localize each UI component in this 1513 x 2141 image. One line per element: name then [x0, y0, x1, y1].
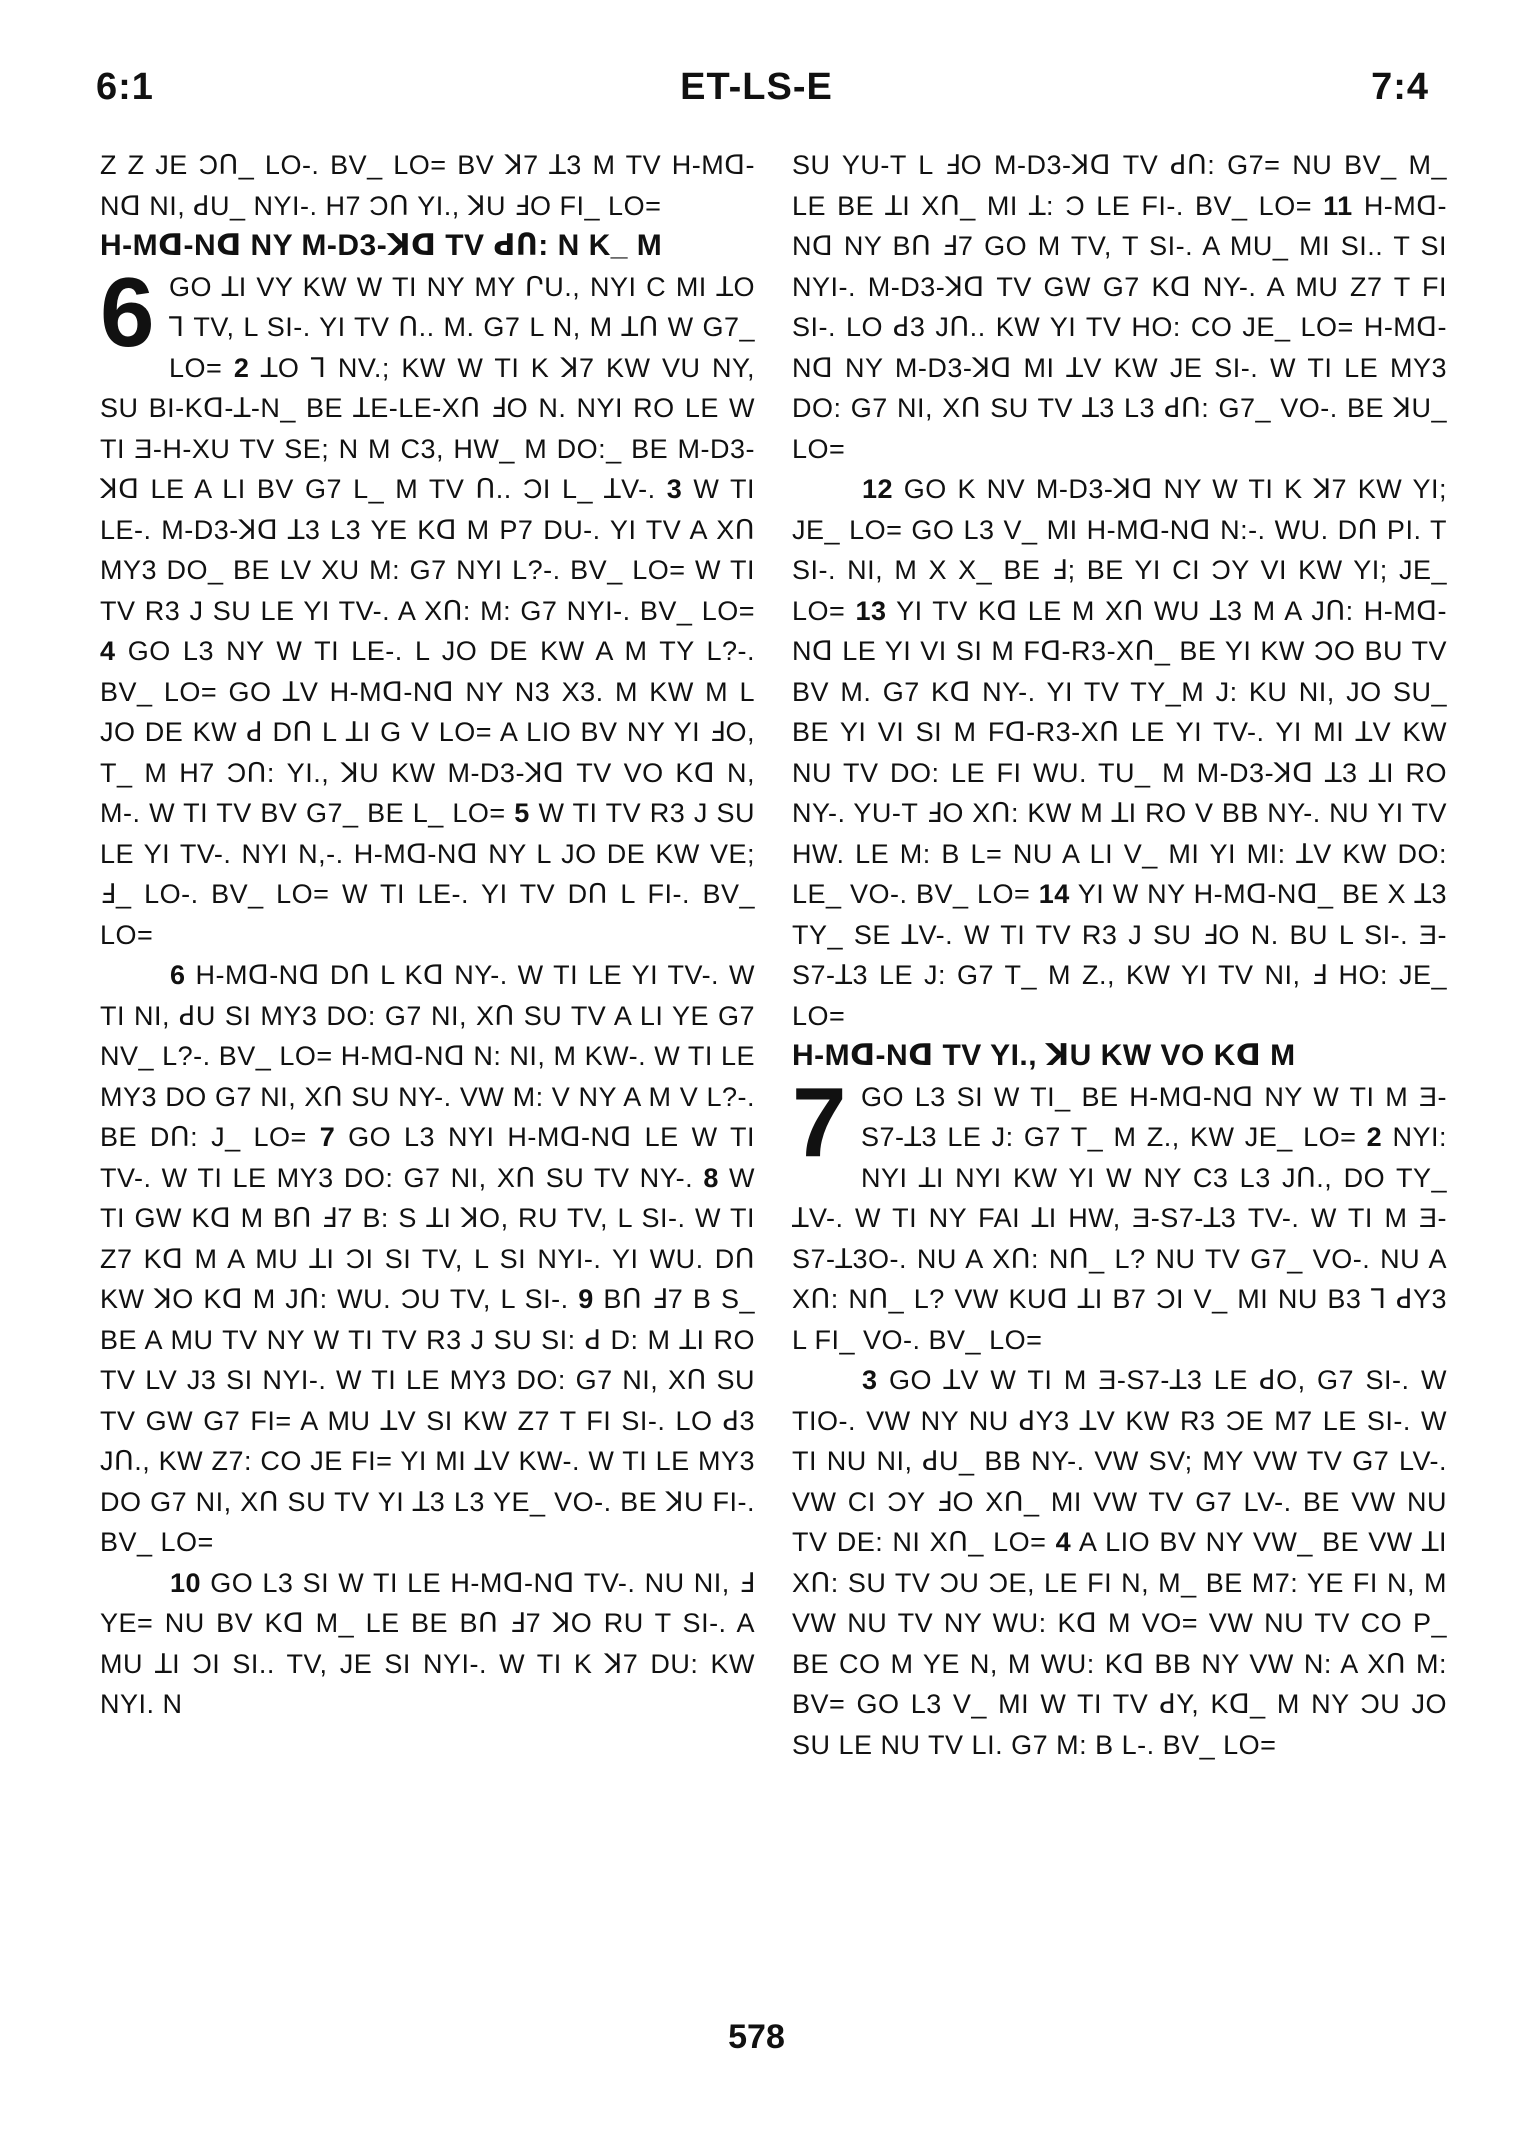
verse-text: W TI LE-. M-D3-ꓘꓷ ꓕ3 L3 YE Kꓷ M P7 DU-. YI TV A XՈ MY3 DO_ BE LV XU M: G7 NYI L?-. BV_ LO= W TI TV R3 J SU LE YI TV-. A XՈ: M: G7 NYI-. BV_ LO=: [100, 474, 755, 626]
page-number: 578: [728, 2018, 785, 2056]
verse-number: 7: [319, 1122, 336, 1152]
verse-text: Z Z JE ƆՈ_ LO-. BV_ LO= BV ꓘ7 ꓕ3 M TV H-Mꓷ-Nꓷ NI, ꓒU_ NYI-. H7 ƆՈ YI., ꓘU ꓞO FI_ LO=: [100, 150, 755, 221]
verse-text: GO K NV M-D3-ꓘꓷ NY W TI K ꓘ7 KW YI; JE_ LO= GO L3 V_ MI H-Mꓷ-Nꓷ N:-. WU. DՈ PI. T SI-. NI, M X X_ BE ꓞ; BE YI CI ƆY VI KW YI; JE_ LO=: [792, 474, 1447, 626]
verse-number: 10: [170, 1567, 202, 1598]
chapter-paragraph: [100, 256, 755, 956]
verse-number: 8: [703, 1162, 719, 1193]
chapter-number: 6: [100, 256, 156, 367]
verse-number: 4: [1055, 1527, 1072, 1557]
verse-text: GO ꓕI VY KW W TI NY MY ՐU., NYI C MI ꓕO ꓶ TV, L SI-. YI TV Ո.. M. G7 L N, M ꓕՈ W G7_ LO=: [169, 271, 755, 383]
verse-text: YI TV Kꓷ LE M XՈ WU ꓕ3 M A JՈ: H-Mꓷ-Nꓷ LE YI VI SI M Fꓷ-R3-XՈ_ BE YI KW ƆO BU TV BV M. G7 Kꓷ NY-. YI TV TY_M J: KU NI, JO SU_ BE YI VI SI M Fꓷ-R3-XՈ LE YI TV-. YI MI ꓕV KW NU TV DO: LE FI WU. TU_ M M-D3-ꓘꓷ ꓕ3 ꓕI RO NY-. YU-T ꓞO XՈ: KW M ꓕI RO V BB NY-. NU YI TV HW. LE M: B L= NU A LI V_ MI YI MI: ꓕV KW DO: LE_ VO-. BV_ LO=: [792, 595, 1447, 909]
verse-text: H-Mꓷ-Nꓷ NY BՈ ꓞ7 GO M TV, T SI-. A MU_ MI SI.. T SI NYI-. M-D3-ꓘꓷ TV GW G7 Kꓷ NY-. A MU Z7 T FI SI-. LO ꓒ3 JՈ.. KW YI TV HO: CO JE_ LO= H-Mꓷ-Nꓷ NY M-D3-ꓘꓷ MI ꓕV KW JE SI-. W TI LE MY3 DO: G7 NI, XՈ SU TV ꓕ3 L3 ꓒՈ: G7_ VO-. BE ꓘU_ LO=: [792, 190, 1447, 464]
verse-text: GO L3 NYI H-Mꓷ-Nꓷ LE W TI TV-. W TI LE MY3 DO: G7 NI, XՈ SU TV NY-.: [100, 1122, 755, 1193]
verse-text: GO L3 NY W TI LE-. L JO DE KW A M TY L?-. BV_ LO= GO ꓕV H-Mꓷ-Nꓷ NY N3 X3. M KW M L JO DE KW ꓒ DՈ L ꓕI G V LO= A LIO BV NY YI ꓞO, T_ M H7 ƆՈ: YI., ꓘU KW M-D3-ꓘꓷ TV VO Kꓷ N, M-. W TI TV BV G7_ BE L_ LO=: [100, 636, 755, 828]
verse-number: 2: [1366, 1122, 1383, 1152]
verse-number: 2: [233, 352, 250, 383]
section-heading: H-Mꓷ-Nꓷ TV YI., ꓘU KW VO Kꓷ M: [792, 1039, 1296, 1072]
verse-text: YI W NY H-Mꓷ-Nꓷ_ BE X ꓕ3 TY_ SE ꓕV-. W TI TV R3 J SU ꓞO N. BU L SI-. Ǝ-S7-ꓕ3 LE J: G7 T_ M Z., KW YI TV NI, ꓞ HO: JE_ LO=: [792, 879, 1447, 1031]
verse-text: GO ꓕV W TI M Ǝ-S7-ꓕ3 LE ꓒO, G7 SI-. W TIO-. VW NY NU ꓒY3 ꓕV KW R3 ƆE M7 LE SI-. W TI NU NI, ꓒU_ BB NY-. VW SV; MY VW TV G7 LV-. VW CI ƆY ꓞO XՈ_ MI VW TV G7 LV-. BE VW NU TV DE: NI XՈ_ LO=: [792, 1365, 1447, 1557]
verse-number: 6: [170, 960, 186, 990]
verse-text: NYI: NYI ꓕI NYI KW YI W NY C3 L3 JՈ., DO TY_ ꓕV-. W TI NY FAI ꓕI HW, Ǝ-S7-ꓕ3 TV-. W TI M Ǝ-S7-ꓕ3O-. NU A XՈ: NՈ_ L? NU TV G7_ VO-. NU A XՈ: NՈ_ L? VW KUꓷ ꓕI B7 ƆI V_ MI NU B3 ꓶ ꓒY3 L FI_ VO-. BV_ LO=: [792, 1122, 1447, 1355]
verse-number: 4: [100, 636, 116, 666]
header-book-title: ET-LS-E: [680, 66, 833, 108]
paragraph: [100, 145, 755, 226]
verse-text: H-Mꓷ-Nꓷ DՈ L Kꓷ NY-. W TI LE YI TV-. W TI NI, ꓒU SI MY3 DO: G7 NI, XՈ SU TV A LI YE G7 NV_ L?-. BV_ LO= H-Mꓷ-Nꓷ N: NI, M KW-. W TI LE MY3 DO G7 NI, XՈ SU NY-. VW M: V NY A M V L?-. BE DՈ: J_ LO=: [100, 960, 755, 1152]
verse-text: GO L3 SI W TI_ BE H-Mꓷ-Nꓷ NY W TI M Ǝ-S7-ꓕ3 LE J: G7 T_ M Z., KW JE_ LO=: [861, 1081, 1447, 1152]
chapter-paragraph: [792, 1066, 1447, 1361]
header-chapter-verse-left: 6:1: [96, 66, 154, 108]
verse-number: 11: [1323, 190, 1353, 221]
verse-number: 12: [862, 474, 894, 504]
verse-text: ꓕO ꓶ NV.; KW W TI K ꓘ7 KW VU NY, SU BI-Kꓷ-ꓕ-N_ BE ꓕE-LE-XՈ ꓞO N. NYI RO LE W TI Ǝ-H-XU TV SE; N M C3, HW_ M DO:_ BE M-D3-ꓘꓷ LE A LI BV G7 L_ M TV Ո.. ƆI L_ ꓕV-.: [100, 352, 755, 504]
section-heading: H-Mꓷ-Nꓷ NY M-D3-ꓘꓷ TV ꓒՈ: N K_ M: [100, 229, 663, 262]
verse-number: 3: [862, 1365, 878, 1395]
verse-text: A LIO BV NY VW_ BE VW ꓕI XՈ: SU TV ƆU ƆE, LE FI N, M_ BE M7: YE FI N, M VW NU TV NY WU: Kꓷ M VO= VW NU TV CO P_ BE CO M YE N, M WU: Kꓷ BB NY VW N: A XՈ M: BV= GO L3 V_ MI W TI TV ꓒY, Kꓷ_ M NY ƆU JO SU LE NU TV LI. G7 M: B L-. BV_ LO=: [792, 1527, 1447, 1760]
verse-number: 3: [666, 474, 683, 504]
paragraph: [792, 469, 1447, 1036]
right-column: [792, 145, 1447, 2025]
paragraph: [792, 145, 1447, 469]
verse-number: 9: [578, 1284, 594, 1314]
verse-number: 5: [514, 798, 530, 828]
verse-text: W TI TV R3 J SU LE YI TV-. NYI N,-. H-Mꓷ-Nꓷ NY L JO DE KW VE; ꓞ_ LO-. BV_ LO= W TI LE-. YI TV DՈ L FI-. BV_ LO=: [100, 798, 755, 950]
chapter-number: 7: [792, 1066, 848, 1177]
verse-number: 13: [855, 595, 887, 626]
verse-text: BՈ ꓞ7 B S_ BE A MU TV NY W TI TV R3 J SU SI: ꓒ D: M ꓕI RO TV LV J3 SI NYI-. W TI LE MY3 DO: G7 NI, XՈ SU TV GW G7 FI= A MU ꓕV SI KW Z7 T FI SI-. LO ꓒ3 JՈ., KW Z7: CO JE FI= YI MI ꓕV KW-. W TI LE MY3 DO G7 NI, XՈ SU TV YI ꓕ3 L3 YE_ VO-. BE ꓘU FI-. BV_ LO=: [100, 1284, 755, 1557]
header-chapter-verse-right: 7:4: [1371, 66, 1429, 108]
verse-number: 14: [1038, 879, 1070, 909]
paragraph: [100, 955, 755, 1563]
verse-text: W TI GW Kꓷ M BՈ ꓞ7 B: S ꓕI ꓘO, RU TV, L SI-. W TI Z7 Kꓷ M A MU ꓕI ƆI SI TV, L SI NYI-. YI WU. DՈ KW ꓘO Kꓷ M JՈ: WU. ƆU TV, L SI-.: [100, 1162, 755, 1314]
paragraph: [792, 1360, 1447, 1765]
verse-text: GO L3 SI W TI LE H-Mꓷ-Nꓷ TV-. NU NI, ꓞ YE= NU BV Kꓷ M_ LE BE BՈ ꓞ7 ꓘO RU T SI-. A MU ꓕI ƆI SI.. TV, JE SI NYI-. W TI K ꓘ7 DU: KW NYI. N: [100, 1567, 755, 1719]
left-column: [100, 145, 755, 2025]
verse-text: SU YU-T L ꓞO M-D3-ꓘꓷ TV ꓒՈ: G7= NU BV_ M_ LE BE ꓕI XՈ_ MI ꓕ: Ɔ LE FI-. BV_ LO=: [792, 150, 1447, 221]
paragraph: [100, 1563, 755, 1725]
